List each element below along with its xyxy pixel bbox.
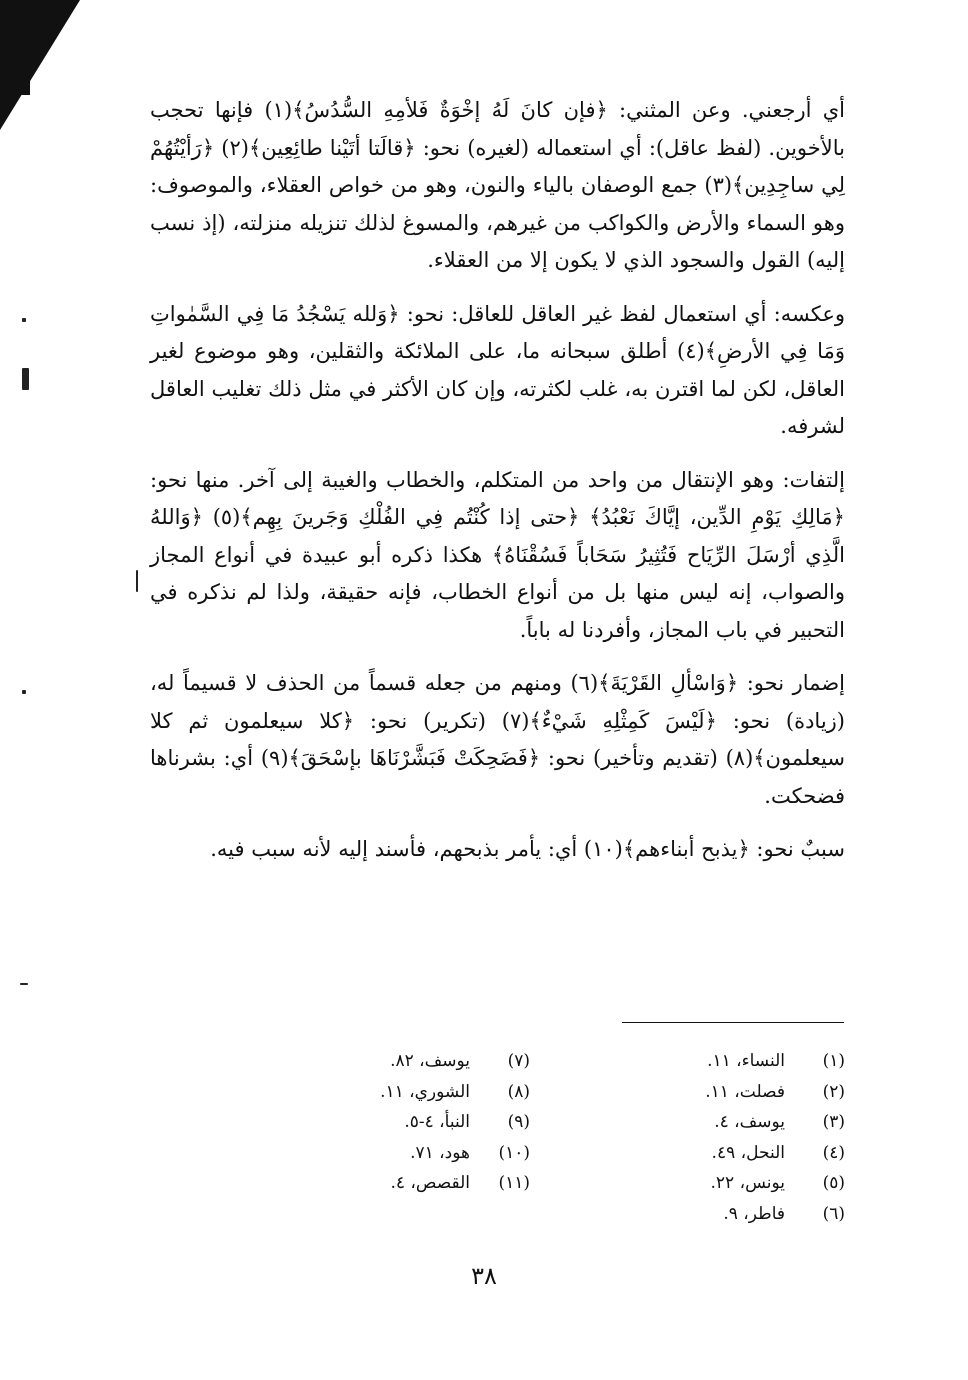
- scan-speck: [22, 368, 29, 390]
- footnotes-right-column: [580, 1046, 845, 1229]
- scan-speck: [20, 983, 28, 985]
- footnote-item: [300, 1046, 530, 1077]
- footnote-number: (١١): [498, 1173, 530, 1193]
- footnote-number: (٢): [822, 1081, 845, 1102]
- footnote-reference: فاطر، ٩.: [723, 1203, 785, 1224]
- footnote-item: [580, 1107, 845, 1138]
- footnote-reference: القصص، ٤.: [390, 1173, 470, 1193]
- footnotes-left-column: [300, 1046, 530, 1199]
- footnote-reference: يونس، ٢٢.: [710, 1173, 785, 1193]
- footnote-item: [580, 1199, 845, 1230]
- footnote-item: [580, 1168, 845, 1199]
- paragraph-1: أي أرجعني. وعن المثني: ﴿فإن كانَ لَهُ إخْوَةٌ فَلأمِهِ السُّدُسُ﴾(١) فإنها تحجب بالأخوين. (لفظ عاقل): أي استعماله (لغيره) نحو: ﴿قالَتا أتَيْنا طائِعِين﴾(٢) ﴿رَأيْتُهُمْ لِي ساجِدِين﴾(٣) جمع الوصفان بالياء والنون، وهو من خواص العقلاء، والموصوف: وهو السماء والأرض والكواكب من غيرهم، والمسوغ لذلك تنزيله منزلته، (إذ نسب إليه) القول والسجود الذي لا يكون إلا من العقلاء.: [150, 98, 845, 272]
- scan-speck: [22, 690, 26, 694]
- footnote-number: (٦): [822, 1203, 845, 1224]
- footnote-item: [300, 1077, 530, 1108]
- footnote-reference: فصلت، ١١.: [705, 1081, 785, 1102]
- footnote-number: (٥): [822, 1173, 845, 1193]
- footnote-reference: النساء، ١١.: [707, 1051, 785, 1071]
- scan-speck: [136, 570, 138, 592]
- page-number: ٣٨: [471, 1262, 497, 1290]
- footnote-reference: النحل، ٤٩.: [711, 1142, 785, 1163]
- footnote-item: [580, 1046, 845, 1077]
- footnote-number: (٨): [507, 1081, 530, 1102]
- paragraph-5: سببٌ نحو: ﴿يذبح أبناءهم﴾(١٠) أي: يأمر بذبحهم، فأسند إليه لأنه سبب فيه.: [210, 837, 845, 861]
- footnote-item: [580, 1138, 845, 1169]
- footnote-reference: هود، ٧١.: [410, 1142, 470, 1163]
- footnote-reference: الشوري، ١١.: [380, 1081, 470, 1102]
- footnote-reference: يوسف، ٨٢.: [390, 1051, 470, 1071]
- footnote-number: (٣): [822, 1112, 845, 1132]
- footnote-divider: [622, 1022, 844, 1023]
- footnote-reference: النبأ، ٤-٥.: [404, 1112, 470, 1132]
- footnote-number: (٩): [507, 1112, 530, 1132]
- main-text-body: [150, 92, 845, 885]
- footnote-item: [300, 1168, 530, 1199]
- paragraph-2: وعكسه: أي استعمال لفظ غير العاقل للعاقل: نحو: ﴿وَلله يَسْجُدُ مَا فِي السَّمٰواتِ وَمَا فِي الأرضِ﴾(٤) أطلق سبحانه ما، على الملائكة والثقلين، وهو موضوع لغير العاقل، لكن لما اقترن به، غلب لكثرته، وإن كان الأكثر في مثل ذلك تغليب العاقل لشرفه.: [150, 301, 845, 438]
- paragraph-4: إضمار نحو: ﴿وَاسْألِ القَرْيَةَ﴾(٦) ومنهم من جعله قسماً من الحذف لا قسيماً له، (زيادة) نحو: ﴿لَيْسَ كَمِثْلِهِ شَيْءٌ﴾(٧) (تكرير) نحو: ﴿كلا سيعلمون ثم كلا سيعلمون﴾(٨) (تقديم وتأخير) نحو: ﴿فَضَحِكَتْ فَبَشَّرْنَاهَا بإسْحَقَ﴾(٩) أي: بشرناها فضحكت.: [150, 671, 845, 808]
- footnote-reference: يوسف، ٤.: [714, 1112, 785, 1132]
- scanned-page-edge-shadow: [0, 0, 30, 95]
- footnote-item: [580, 1077, 845, 1108]
- footnote-number: (٤): [822, 1142, 845, 1163]
- footnote-number: (١٠): [498, 1142, 530, 1163]
- scan-speck: [22, 318, 26, 322]
- footnote-item: [300, 1138, 530, 1169]
- footnote-number: (٧): [507, 1051, 530, 1071]
- paragraph-3: إلتفات: وهو الإنتقال من واحد من المتكلم، والخطاب والغيبة إلى آخر. منها نحو: ﴿مَالِكِ يَوْمِ الدِّين، إيَّاكَ نَعْبُدُ﴾ ﴿حتى إذا كُنْتُم فِي الفُلْكِ وَجَرينَ بِهِم﴾(٥) ﴿وَاللهُ الَّذِي أرْسَلَ الرِّيَاح فَتُثِيرُ سَحَاباً فَسُقْنَاهُ﴾ هكذا ذكره أبو عبيدة في أنواع المجاز والصواب، إنه ليس منها بل من أنواع الخطاب، فإنه حقيقة، ولذا لم نذكره في التحبير في باب المجاز، وأفردنا له باباً.: [150, 467, 845, 642]
- footnote-number: (١): [822, 1051, 845, 1071]
- footnote-item: [300, 1107, 530, 1138]
